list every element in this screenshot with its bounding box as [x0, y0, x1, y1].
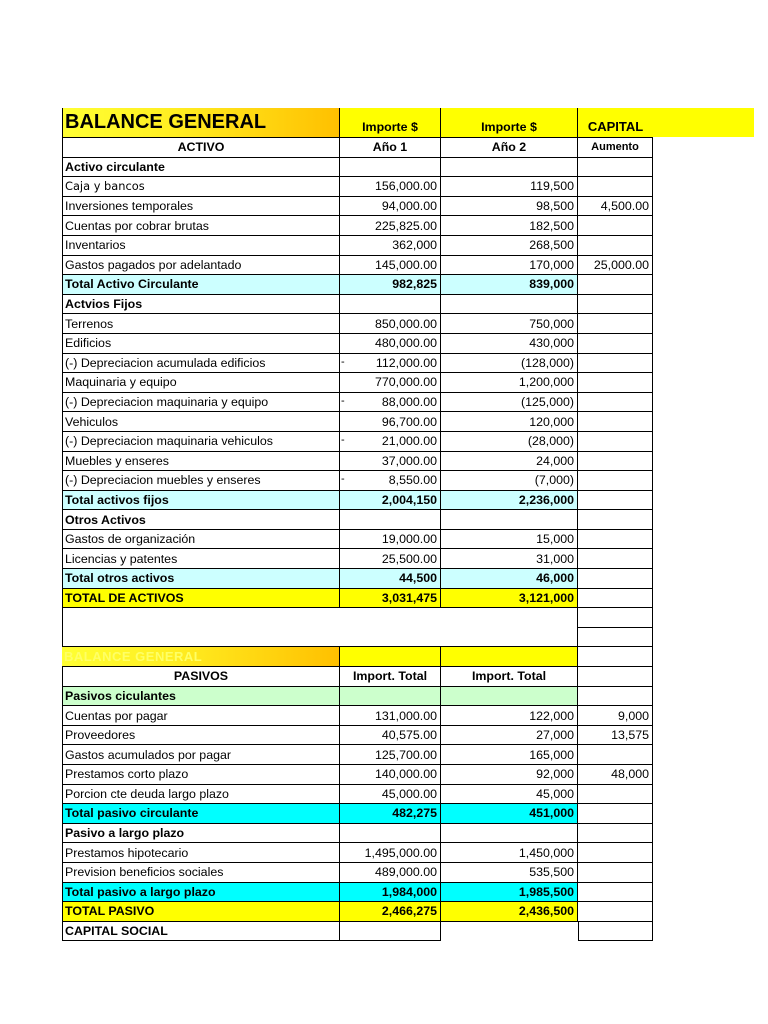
- cell-year-2: 24,000: [441, 452, 578, 472]
- cell-year-1: 770,000.00: [340, 373, 441, 393]
- subheader-import-total-1: Import. Total: [340, 667, 441, 687]
- cell-year-2: 430,000: [441, 334, 578, 354]
- row-label: Prevision beneficios sociales: [62, 863, 340, 883]
- table-row: [62, 354, 653, 374]
- table-row: [62, 216, 653, 236]
- table-row: [62, 706, 653, 726]
- cell-aumento: 48,000: [578, 765, 653, 785]
- table-row: [62, 452, 653, 472]
- table-row: [62, 256, 653, 276]
- cell-year-1: 125,700.00: [340, 745, 441, 765]
- section-row: [62, 295, 653, 315]
- total-year-2: 1,985,500: [441, 883, 578, 903]
- cell-aumento: [578, 236, 653, 256]
- cell-year-1: 131,000.00: [340, 706, 441, 726]
- cell-year-2: 535,500: [441, 863, 578, 883]
- cell-year-2: 750,000: [441, 314, 578, 334]
- cell-aumento: [578, 785, 653, 805]
- table-row: [62, 785, 653, 805]
- table-row: [62, 745, 653, 765]
- total-year-2: 46,000: [441, 569, 578, 589]
- cell-aumento: 13,575: [578, 726, 653, 746]
- cell-year-1: 45,000.00: [340, 785, 441, 805]
- cell-year-1: 1,495,000.00: [340, 843, 441, 863]
- row-label: (-) Depreciacion muebles y enseres: [62, 471, 340, 491]
- cell-year-1: 362,000: [340, 236, 441, 256]
- blank-row: [62, 608, 653, 628]
- section-row: [62, 510, 653, 530]
- table-row: [62, 726, 653, 746]
- row-label: Proveedores: [62, 726, 340, 746]
- subheader-pasivos: PASIVOS: [62, 667, 340, 687]
- row-label: Caja y bancos: [62, 177, 340, 197]
- col-header-importe-1: Importe $: [340, 108, 441, 138]
- cell-year-2: 182,500: [441, 216, 578, 236]
- table-row: [62, 843, 653, 863]
- subheader-row: [62, 667, 653, 687]
- minus-mark: -: [341, 355, 345, 368]
- sheet-title: BALANCE GENERAL: [62, 108, 340, 138]
- row-label: Gastos pagados por adelantado: [62, 256, 340, 276]
- subheader-aumento: Aumento: [578, 138, 653, 158]
- cell-year-2: 170,000: [441, 256, 578, 276]
- section-row: [62, 158, 653, 178]
- total-label: Total otros activos: [62, 569, 340, 589]
- minus-mark: -: [341, 394, 345, 407]
- cell-year-1: 94,000.00: [340, 197, 441, 217]
- cell-year-1: 40,575.00: [340, 726, 441, 746]
- total-label: Total activos fijos: [62, 491, 340, 511]
- row-label: Cuentas por cobrar brutas: [62, 216, 340, 236]
- cell-year-1: 480,000.00: [340, 334, 441, 354]
- cell-year-1: 850,000.00: [340, 314, 441, 334]
- cell-year-2: (128,000): [441, 354, 578, 374]
- total-row: [62, 491, 653, 511]
- grand-total-row: [62, 902, 653, 922]
- pasivos-title: BALANCE GENERAL: [62, 647, 340, 667]
- section-label: Pasivos ciculantes: [62, 687, 340, 707]
- col-header-importe-2: Importe $: [441, 108, 578, 138]
- grand-total-year-1: 3,031,475: [340, 589, 441, 609]
- cell-year-1: 25,500.00: [340, 549, 441, 569]
- total-label: Total Activo Circulante: [62, 275, 340, 295]
- total-row: [62, 804, 653, 824]
- row-label: (-) Depreciacion maquinaria y equipo: [62, 393, 340, 413]
- cell-year-1: 37,000.00: [340, 452, 441, 472]
- total-year-1: 2,004,150: [340, 491, 441, 511]
- cell-year-2: 119,500: [441, 177, 578, 197]
- grand-total-year-1: 2,466,275: [340, 902, 441, 922]
- grand-total-row: [62, 589, 653, 609]
- section-label: Activo circulante: [62, 158, 340, 178]
- subheader-import-total-2: Import. Total: [441, 667, 578, 687]
- cell-year-2: 1,450,000: [441, 843, 578, 863]
- subheader-ano-2: Año 2: [441, 138, 578, 158]
- cell-year-1: - 88,000.00: [340, 393, 441, 413]
- balance-sheet: [62, 108, 653, 941]
- cell-aumento: [578, 745, 653, 765]
- header-row: [62, 108, 653, 138]
- table-row: [62, 412, 653, 432]
- cell-year-1: 156,000.00: [340, 177, 441, 197]
- cell-year-2: 27,000: [441, 726, 578, 746]
- cell-year-1: - 112,000.00: [340, 354, 441, 374]
- table-row: [62, 549, 653, 569]
- section-label: Actvios Fijos: [62, 295, 340, 315]
- table-row: [62, 765, 653, 785]
- row-label: (-) Depreciacion acumulada edificios: [62, 354, 340, 374]
- total-row: [62, 569, 653, 589]
- cell-year-1: 489,000.00: [340, 863, 441, 883]
- cell-year-2: 92,000: [441, 765, 578, 785]
- grand-total-year-2: 3,121,000: [441, 589, 578, 609]
- row-label: Inventarios: [62, 236, 340, 256]
- cell-year-1: 96,700.00: [340, 412, 441, 432]
- subheader-ano-1: Año 1: [340, 138, 441, 158]
- cell-year-2: 122,000: [441, 706, 578, 726]
- total-year-2: 451,000: [441, 804, 578, 824]
- section-row: [62, 922, 653, 942]
- table-row: [62, 236, 653, 256]
- row-label: Porcion cte deuda largo plazo: [62, 785, 340, 805]
- cell-year-2: 120,000: [441, 412, 578, 432]
- row-label: Prestamos corto plazo: [62, 765, 340, 785]
- cell-year-1: - 21,000.00: [340, 432, 441, 452]
- row-label: Licencias y patentes: [62, 549, 340, 569]
- grand-total-label: TOTAL DE ACTIVOS: [62, 589, 340, 609]
- section-label: Pasivo a largo plazo: [62, 824, 340, 844]
- row-label: Maquinaria y equipo: [62, 373, 340, 393]
- grand-total-label: TOTAL PASIVO: [62, 902, 340, 922]
- section-row: [62, 824, 653, 844]
- cell-aumento: 9,000: [578, 706, 653, 726]
- cell-year-2: 98,500: [441, 197, 578, 217]
- total-row: [62, 275, 653, 295]
- cell-year-1: 19,000.00: [340, 530, 441, 550]
- total-year-1: 1,984,000: [340, 883, 441, 903]
- blank-row: [62, 628, 653, 648]
- minus-mark: -: [341, 473, 345, 486]
- cell-year-2: (7,000): [441, 471, 578, 491]
- section-label: CAPITAL SOCIAL: [62, 922, 340, 942]
- total-year-2: 839,000: [441, 275, 578, 295]
- cell-year-2: 1,200,000: [441, 373, 578, 393]
- section-label: Otros Activos: [62, 510, 340, 530]
- total-year-1: 982,825: [340, 275, 441, 295]
- row-label: Muebles y enseres: [62, 452, 340, 472]
- row-label: Terrenos: [62, 314, 340, 334]
- cell-year-2: (125,000): [441, 393, 578, 413]
- row-label: Vehiculos: [62, 412, 340, 432]
- cell-year-1: 145,000.00: [340, 256, 441, 276]
- minus-mark: -: [341, 433, 345, 446]
- pasivos-title-row: [62, 647, 653, 667]
- cell-year-2: 165,000: [441, 745, 578, 765]
- subheader-row: [62, 138, 653, 158]
- row-label: Edificios: [62, 334, 340, 354]
- table-row: [62, 471, 653, 491]
- table-row: [62, 334, 653, 354]
- row-label: Cuentas por pagar: [62, 706, 340, 726]
- row-label: (-) Depreciacion maquinaria vehiculos: [62, 432, 340, 452]
- table-row: [62, 314, 653, 334]
- cell-aumento: 25,000.00: [578, 256, 653, 276]
- cell-year-1: 225,825.00: [340, 216, 441, 236]
- section-row: [62, 687, 653, 707]
- total-year-1: 482,275: [340, 804, 441, 824]
- table-row: [62, 373, 653, 393]
- grand-total-year-2: 2,436,500: [441, 902, 578, 922]
- total-label: Total pasivo circulante: [62, 804, 340, 824]
- total-year-1: 44,500: [340, 569, 441, 589]
- total-year-2: 2,236,000: [441, 491, 578, 511]
- row-label: Gastos de organización: [62, 530, 340, 550]
- table-row: [62, 530, 653, 550]
- cell-year-2: 15,000: [441, 530, 578, 550]
- cell-year-2: 31,000: [441, 549, 578, 569]
- header-yellow-band: [652, 108, 754, 137]
- table-row: [62, 393, 653, 413]
- row-label: Prestamos hipotecario: [62, 843, 340, 863]
- total-row: [62, 883, 653, 903]
- row-label: Inversiones temporales: [62, 197, 340, 217]
- cell-year-1: - 8,550.00: [340, 471, 441, 491]
- table-row: [62, 432, 653, 452]
- cell-aumento: [578, 216, 653, 236]
- total-label: Total pasivo a largo plazo: [62, 883, 340, 903]
- cell-year-2: 45,000: [441, 785, 578, 805]
- table-row: [62, 197, 653, 217]
- cell-year-2: 268,500: [441, 236, 578, 256]
- row-label: Gastos acumulados por pagar: [62, 745, 340, 765]
- table-row: [62, 863, 653, 883]
- cell-year-1: 140,000.00: [340, 765, 441, 785]
- subheader-activo: ACTIVO: [62, 138, 340, 158]
- col-header-capital: CAPITAL: [578, 108, 653, 138]
- cell-aumento: [578, 177, 653, 197]
- cell-aumento: 4,500.00: [578, 197, 653, 217]
- cell-year-2: (28,000): [441, 432, 578, 452]
- table-row: [62, 177, 653, 197]
